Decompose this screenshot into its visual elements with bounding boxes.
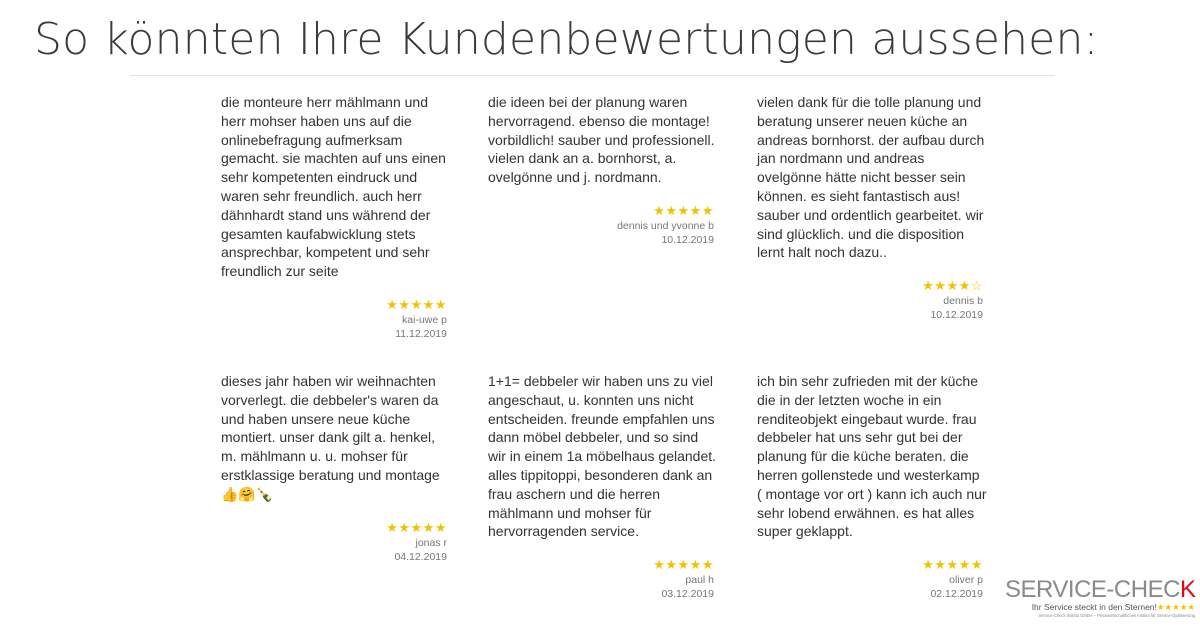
review-date: 10.12.2019 (930, 309, 983, 322)
review-card (757, 93, 987, 322)
review-card (221, 93, 451, 341)
review-author: oliver p (949, 574, 983, 587)
star-rating-icon: ★★★★★ (386, 296, 447, 312)
service-check-logo (1005, 578, 1195, 619)
review-meta (757, 278, 983, 322)
review-text: ich bin sehr zufrieden mit der küche die in der letzten woche in ein renditeobjekt eingebaut wurde. frau debbeler hat uns sehr gut bei der planung für die küche beraten. die herren gollenstede und westerkamp ( montage vor ort ) kann ich auch nur sehr lobend erwähnen. es hat alles super geklappt. (757, 373, 987, 540)
review-text: die monteure herr mählmann und herr mohser haben uns auf die onlinebefragung aufmerksam gemacht. sie machten auf uns einen sehr kompetenten eindruck und waren sehr freundlich. auch herr dähnhardt stand uns während der gesamten kaufabwicklung stets ansprechbar, kompetent und sehr freundlich zur seite (221, 94, 446, 280)
star-rating-icon: ★★★★★ (922, 557, 983, 573)
logo-wordmark (1005, 578, 1195, 602)
page-headline: So könnten Ihre Kundenbewertungen aussehen: (34, 14, 1099, 65)
logo-brand-main: SERVICE-CHEC (1005, 576, 1180, 603)
review-card (488, 93, 718, 247)
divider (130, 75, 1055, 76)
review-date: 11.12.2019 (395, 327, 447, 340)
review-card (221, 372, 451, 564)
star-rating-icon: ★★★★★ (653, 202, 714, 218)
review-date: 03.12.2019 (661, 588, 714, 601)
review-date: 04.12.2019 (394, 550, 447, 563)
review-author: dennis b (943, 295, 983, 308)
logo-slogan-text: Ihr Service steckt in den Sternen! (1031, 602, 1157, 612)
star-rating-icon: ★★★★☆ (922, 278, 983, 294)
review-meta (488, 557, 714, 601)
review-card (757, 372, 987, 601)
review-meta (488, 203, 714, 247)
review-text: vielen dank für die tolle planung und beratung unserer neuen küche an andreas bornhorst. der aufbau durch jan nordmann und andreas ovelgönne hätte nicht besser sein können. es sieht fantastisch aus! sauber und ordentlich gearbeitet. wir sind glücklich. und die disposition lernt halt noch dazu.. (757, 94, 985, 261)
review-author: paul h (685, 574, 714, 587)
review-author: jonas r (415, 536, 447, 549)
logo-slogan (1005, 602, 1195, 613)
review-text: 1+1= debbeler wir haben uns zu viel angeschaut, u. konnten uns nicht entscheiden. freunde empfahlen uns dann möbel debbeler, und so sind wir in einem 1a möbelhaus gelandet. alles tippitoppi, besonderen dank an frau aschern und die herren mählmann und mohser für hervorragenden service. (488, 373, 717, 540)
review-date: 02.12.2019 (930, 588, 983, 601)
review-text: dieses jahr haben wir weihnachten vorverlegt. die debbeler's waren da und haben unsere neue küche montiert. unser dank gilt a. henkel, m. mählmann u. u. mohser für erstklassige beratung und montage 👍🤗🍾 (221, 373, 440, 502)
logo-brand-accent: K (1179, 576, 1196, 603)
logo-stars-icon: ★★★★★ (1156, 602, 1195, 612)
star-rating-icon: ★★★★★ (653, 557, 714, 573)
review-author: dennis und yvonne b (617, 219, 714, 232)
review-meta (757, 557, 983, 601)
review-date: 10.12.2019 (661, 233, 714, 246)
logo-fine-print: Service-Check Institut GmbH – Privatwirtschaftliches Institut für Service-Optimierung (1038, 613, 1195, 618)
review-meta (221, 297, 447, 341)
review-author: kai-uwe p (402, 313, 447, 326)
review-card (488, 372, 718, 601)
review-text: die ideen bei der planung waren hervorragend. ebenso die montage! vorbildlich! sauber und professionell. vielen dank an a. bornhorst, a. ovelgönne und j. nordmann. (488, 94, 715, 186)
review-meta (221, 520, 447, 564)
star-rating-icon: ★★★★★ (386, 519, 447, 535)
